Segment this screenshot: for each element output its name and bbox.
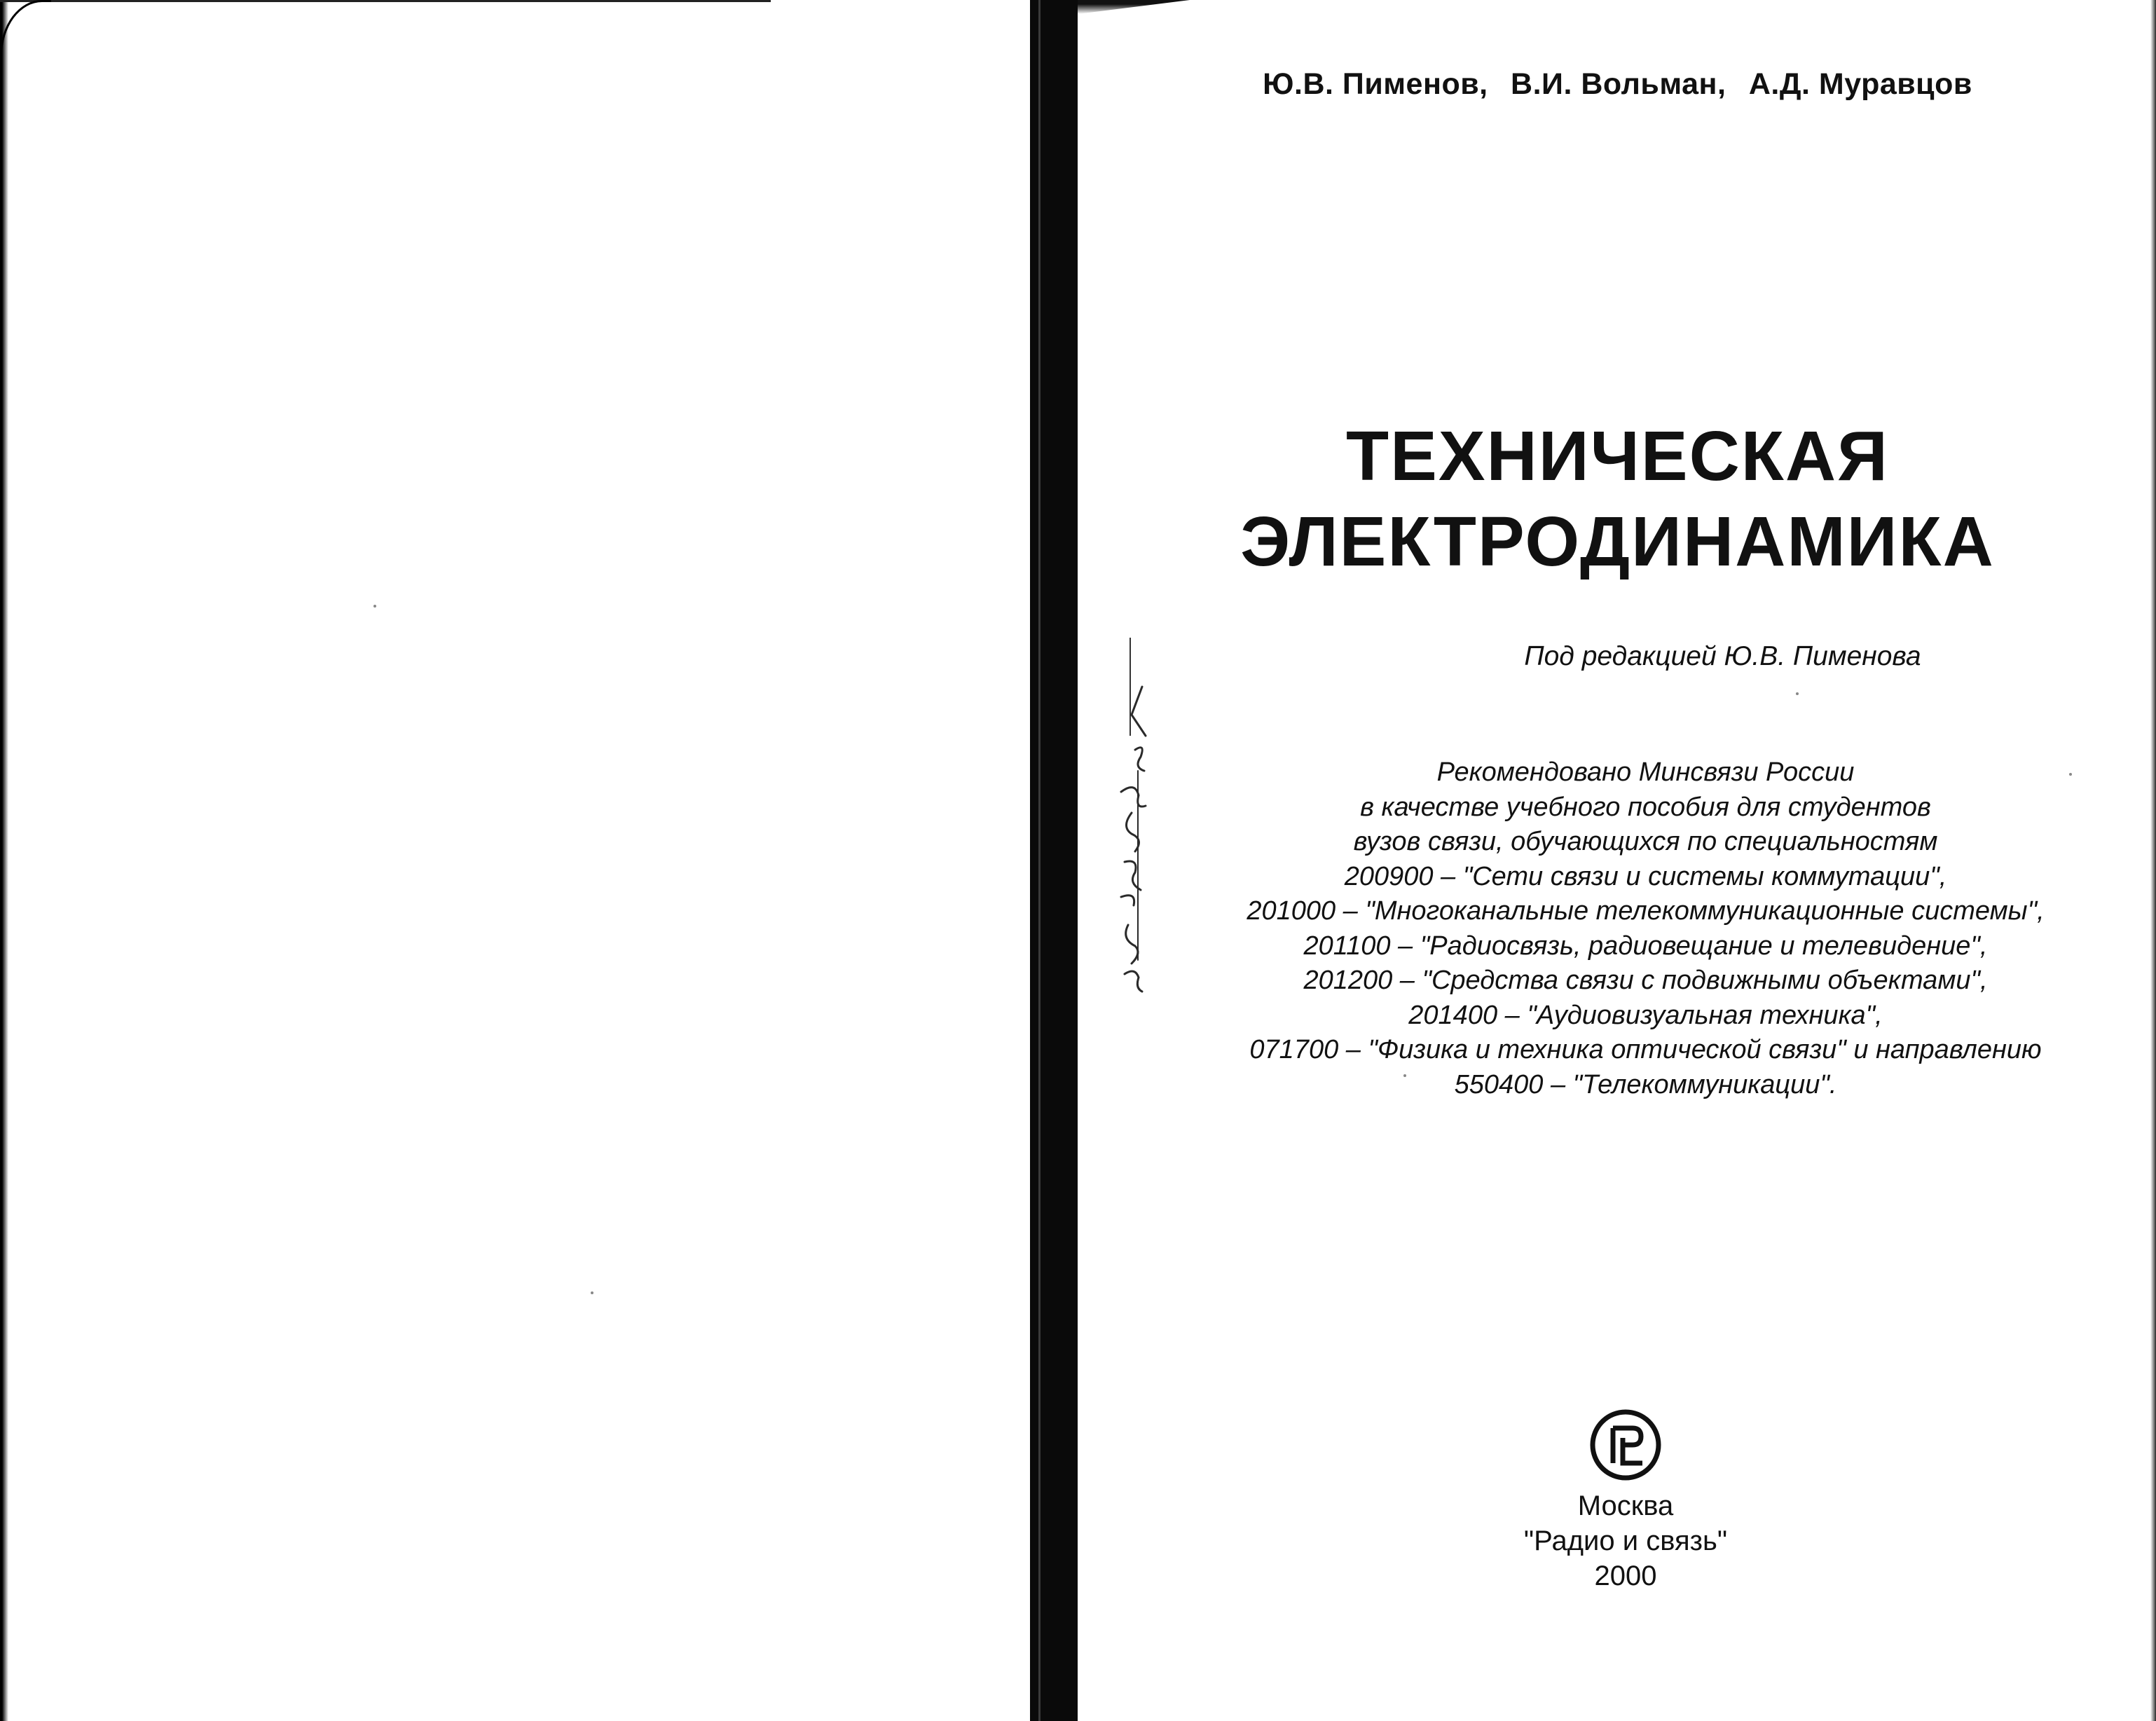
- author-1: Ю.В. Пименов,: [1263, 67, 1488, 101]
- recommendation-line-10: 550400 – "Телекоммуникации".: [1454, 1069, 1837, 1099]
- left-blank-page: [0, 0, 1030, 1721]
- book-title: [1079, 413, 2156, 584]
- recommendation-block: [1107, 755, 2156, 1102]
- recommendation-line-6: 201100 – "Радиосвязь, радиовещание и телевидение",: [1303, 931, 1988, 961]
- recommendation-line-8: 201400 – "Аудиовизуальная техника",: [1408, 1000, 1883, 1030]
- recommendation-line-2: в качестве учебного пособия для студентов: [1360, 792, 1931, 822]
- radio-i-svyaz-logo-icon: [1589, 1408, 1662, 1481]
- recommendation-line-1: Рекомендовано Минсвязи России: [1436, 757, 1855, 787]
- book-title-line-2: ЭЛЕКТРОДИНАМИКА: [1240, 502, 1995, 581]
- left-page-edge: [0, 0, 8, 1721]
- recommendation-line-9: 071700 – "Физика и техника оптической связи" и направлению: [1249, 1035, 2042, 1064]
- authors-line: [1079, 67, 2156, 102]
- recommendation-line-7: 201200 – "Средства связи с подвижными объектами",: [1303, 966, 1988, 995]
- recommendation-line-3: вузов связи, обучающихся по специальностям: [1353, 827, 1938, 856]
- publisher-city: Москва: [1577, 1490, 1674, 1521]
- recommendation-line-5: 201000 – "Многоканальные телекоммуникационные системы",: [1247, 896, 2045, 926]
- publication-year: 2000: [1594, 1561, 1657, 1591]
- author-3: А.Д. Муравцов: [1748, 67, 1972, 101]
- book-spine: [1030, 0, 1078, 1721]
- publisher-block: [1485, 1408, 1766, 1593]
- publisher-name: "Радио и связь": [1523, 1525, 1728, 1556]
- recommendation-line-4: 200900 – "Сети связи и системы коммутации",: [1344, 861, 1947, 891]
- spine-highlight: [1038, 0, 1041, 1721]
- author-2: В.И. Вольман,: [1511, 67, 1726, 101]
- book-title-line-1: ТЕХНИЧЕСКАЯ: [1346, 417, 1889, 495]
- right-page-top-shadow: [1078, 0, 1190, 14]
- editor-line: Под редакцией Ю.В. Пименова: [1524, 641, 1921, 671]
- left-page-top-border: [0, 0, 771, 2]
